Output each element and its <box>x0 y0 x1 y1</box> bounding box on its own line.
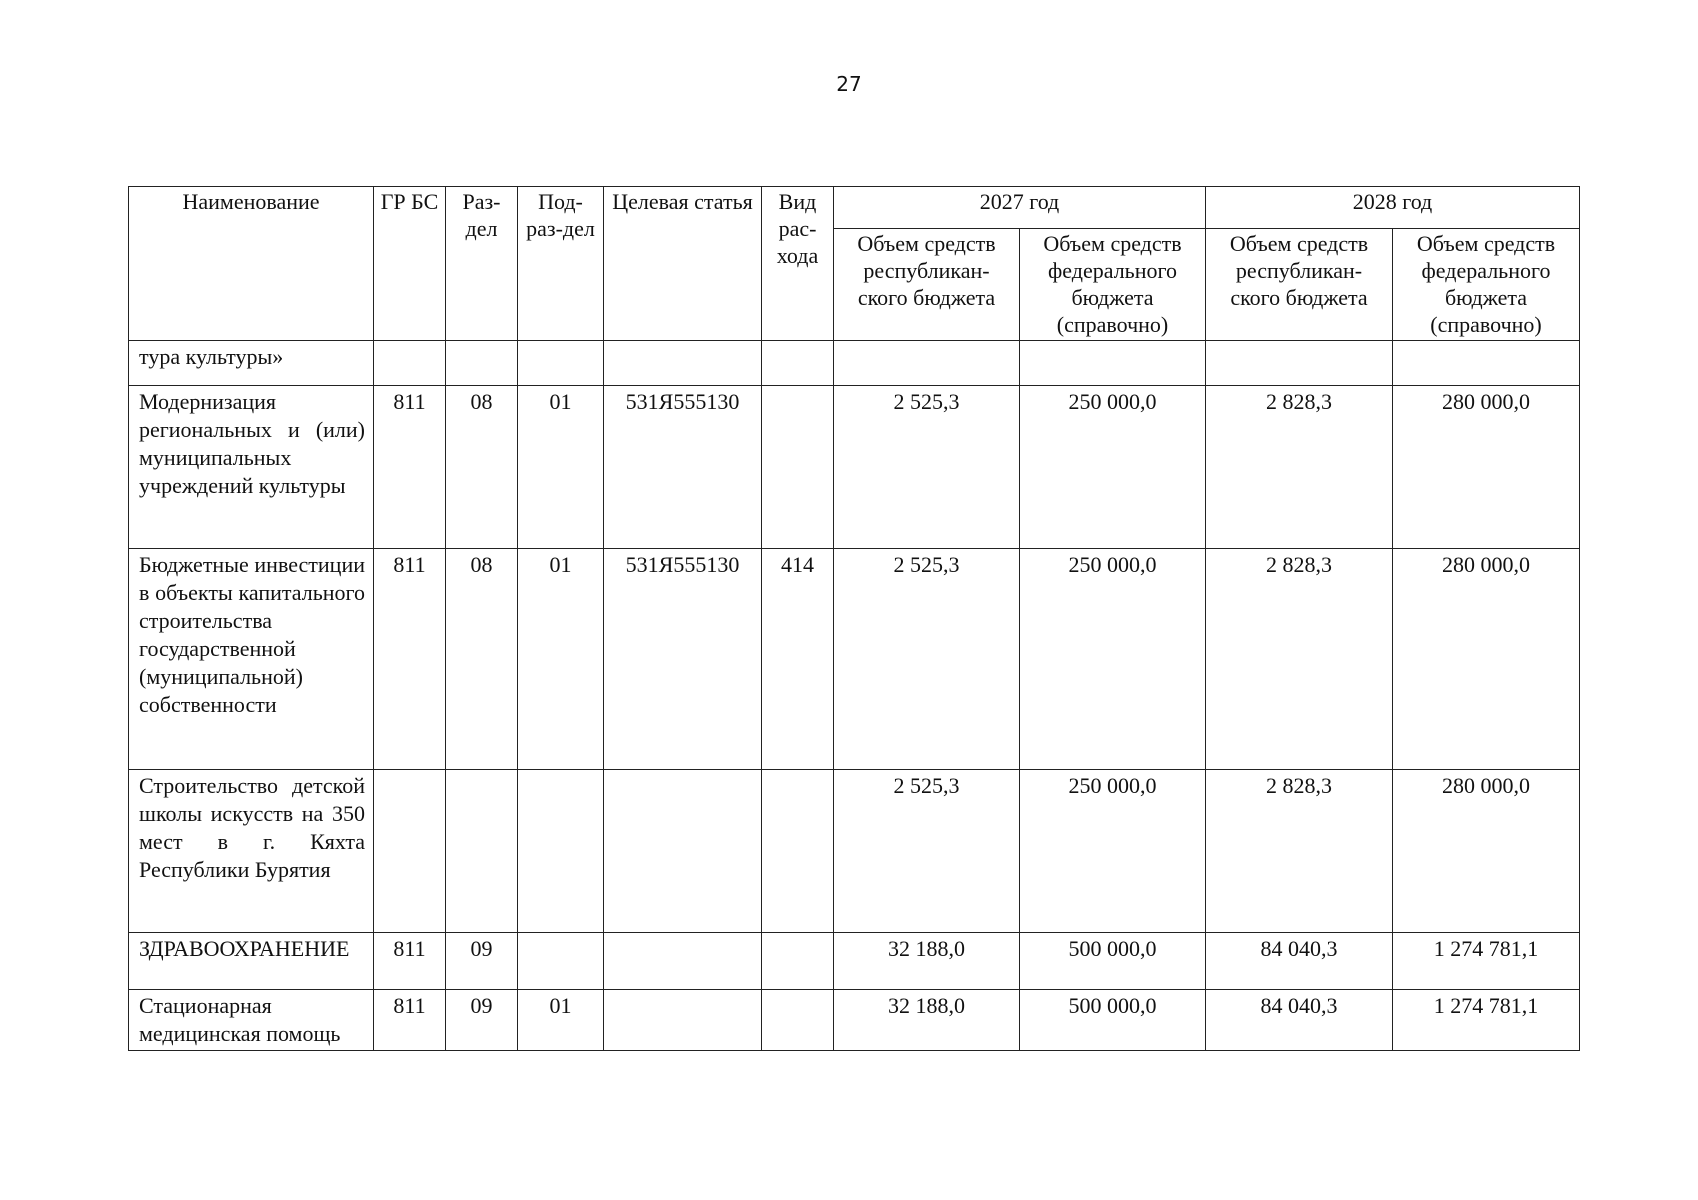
cell-razdel: 08 <box>446 549 518 770</box>
cell-vr <box>762 770 834 933</box>
cell-r2028 <box>1206 341 1393 386</box>
cell-r2028: 84 040,3 <box>1206 933 1393 990</box>
cell-f2028 <box>1393 341 1580 386</box>
header-year-2027: 2027 год <box>834 187 1206 229</box>
cell-podrazdel <box>518 341 604 386</box>
cell-podrazdel: 01 <box>518 386 604 549</box>
header-rep-2028: Объем средств республикан-ского бюджета <box>1206 229 1393 341</box>
table-row <box>129 386 1580 549</box>
cell-r2027: 32 188,0 <box>834 933 1020 990</box>
cell-r2027 <box>834 341 1020 386</box>
cell-podrazdel: 01 <box>518 549 604 770</box>
cell-vr <box>762 341 834 386</box>
table-row <box>129 341 1580 386</box>
header-rep-2027: Объем средств республикан-ского бюджета <box>834 229 1020 341</box>
cell-name: Стационарная медицинская помощь <box>129 990 374 1051</box>
cell-f2027: 500 000,0 <box>1020 990 1206 1051</box>
cell-podrazdel: 01 <box>518 990 604 1051</box>
header-grbs: ГР БС <box>374 187 446 341</box>
cell-r2027: 2 525,3 <box>834 770 1020 933</box>
cell-vr <box>762 933 834 990</box>
cell-f2027 <box>1020 341 1206 386</box>
cell-cs <box>604 990 762 1051</box>
cell-f2028: 280 000,0 <box>1393 770 1580 933</box>
cell-podrazdel <box>518 933 604 990</box>
table-row <box>129 770 1580 933</box>
cell-podrazdel <box>518 770 604 933</box>
budget-table <box>128 186 1580 1051</box>
cell-grbs: 811 <box>374 933 446 990</box>
cell-f2028: 280 000,0 <box>1393 549 1580 770</box>
header-year-2028: 2028 год <box>1206 187 1580 229</box>
cell-r2028: 2 828,3 <box>1206 549 1393 770</box>
cell-f2027: 500 000,0 <box>1020 933 1206 990</box>
cell-grbs: 811 <box>374 549 446 770</box>
cell-vr <box>762 386 834 549</box>
cell-f2027: 250 000,0 <box>1020 549 1206 770</box>
table-row <box>129 549 1580 770</box>
cell-razdel <box>446 770 518 933</box>
cell-grbs <box>374 341 446 386</box>
cell-r2028: 2 828,3 <box>1206 386 1393 549</box>
page-number: 27 <box>836 72 862 96</box>
cell-cs: 531Я555130 <box>604 549 762 770</box>
cell-f2027: 250 000,0 <box>1020 770 1206 933</box>
cell-cs <box>604 341 762 386</box>
cell-cs <box>604 770 762 933</box>
cell-r2027: 2 525,3 <box>834 549 1020 770</box>
cell-f2028: 1 274 781,1 <box>1393 933 1580 990</box>
cell-r2027: 2 525,3 <box>834 386 1020 549</box>
cell-vr: 414 <box>762 549 834 770</box>
cell-razdel: 09 <box>446 933 518 990</box>
header-fed-2028: Объем средств федерального бюджета (справочно) <box>1393 229 1580 341</box>
cell-grbs: 811 <box>374 990 446 1051</box>
header-name: Наименование <box>129 187 374 341</box>
cell-razdel: 09 <box>446 990 518 1051</box>
cell-r2027: 32 188,0 <box>834 990 1020 1051</box>
cell-cs: 531Я555130 <box>604 386 762 549</box>
header-razdel: Раз-дел <box>446 187 518 341</box>
cell-name: Модернизация региональных и (или) муниципальных учреждений культуры <box>129 386 374 549</box>
header-fed-2027: Объем средств федерального бюджета (справочно) <box>1020 229 1206 341</box>
cell-vr <box>762 990 834 1051</box>
cell-f2028: 1 274 781,1 <box>1393 990 1580 1051</box>
cell-grbs: 811 <box>374 386 446 549</box>
table-row <box>129 990 1580 1051</box>
cell-r2028: 2 828,3 <box>1206 770 1393 933</box>
cell-razdel <box>446 341 518 386</box>
cell-name: Бюджетные инвестиции в объекты капитального строительства государственной (муниципальной) собственности <box>129 549 374 770</box>
cell-name: Строительство детской школы искусств на 350 мест в г. Кяхта Республики Бурятия <box>129 770 374 933</box>
cell-name: ЗДРАВООХРАНЕНИЕ <box>129 933 374 990</box>
cell-grbs <box>374 770 446 933</box>
cell-cs <box>604 933 762 990</box>
table-row <box>129 933 1580 990</box>
header-vid-rashoda: Вид рас-хода <box>762 187 834 341</box>
header-row-1 <box>129 187 1580 229</box>
cell-razdel: 08 <box>446 386 518 549</box>
cell-name: тура культуры» <box>129 341 374 386</box>
header-podrazdel: Под-раз-дел <box>518 187 604 341</box>
cell-f2027: 250 000,0 <box>1020 386 1206 549</box>
cell-r2028: 84 040,3 <box>1206 990 1393 1051</box>
cell-f2028: 280 000,0 <box>1393 386 1580 549</box>
header-celevaya-statya: Целевая статья <box>604 187 762 341</box>
